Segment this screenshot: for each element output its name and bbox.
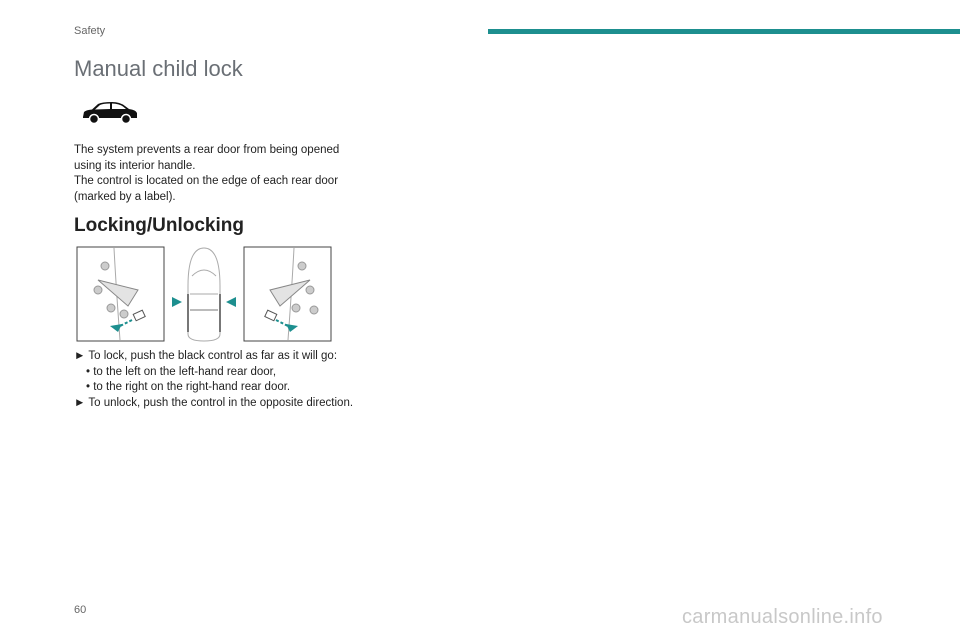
intro-text — [74, 143, 354, 205]
page-title: Manual child lock — [74, 56, 243, 81]
intro-paragraph: The control is located on the edge of each rear door (marked by a label). — [74, 175, 339, 203]
section-heading: Locking/Unlocking — [74, 215, 244, 236]
watermark: carmanualsonline.info — [682, 606, 883, 628]
arrow-left-icon — [226, 297, 236, 307]
list-item: • to the right on the right-hand rear door. — [86, 381, 291, 393]
unlock-step: ► To unlock, push the control in the opposite direction. — [74, 396, 354, 409]
arrow-right-icon — [172, 297, 182, 307]
lock-step: ► To lock, push the black control as far as it will go: — [74, 350, 338, 362]
accent-bar — [488, 29, 960, 34]
instructions — [74, 349, 354, 411]
intro-paragraph: The system prevents a rear door from being opened using its interior handle. — [74, 144, 340, 172]
section-label: Safety — [74, 25, 106, 37]
page-number: 60 — [74, 604, 87, 616]
child-lock-illustration — [76, 246, 332, 342]
list-item: • to the left on the left-hand rear door, — [86, 365, 277, 378]
car-sedan-icon — [80, 100, 140, 126]
